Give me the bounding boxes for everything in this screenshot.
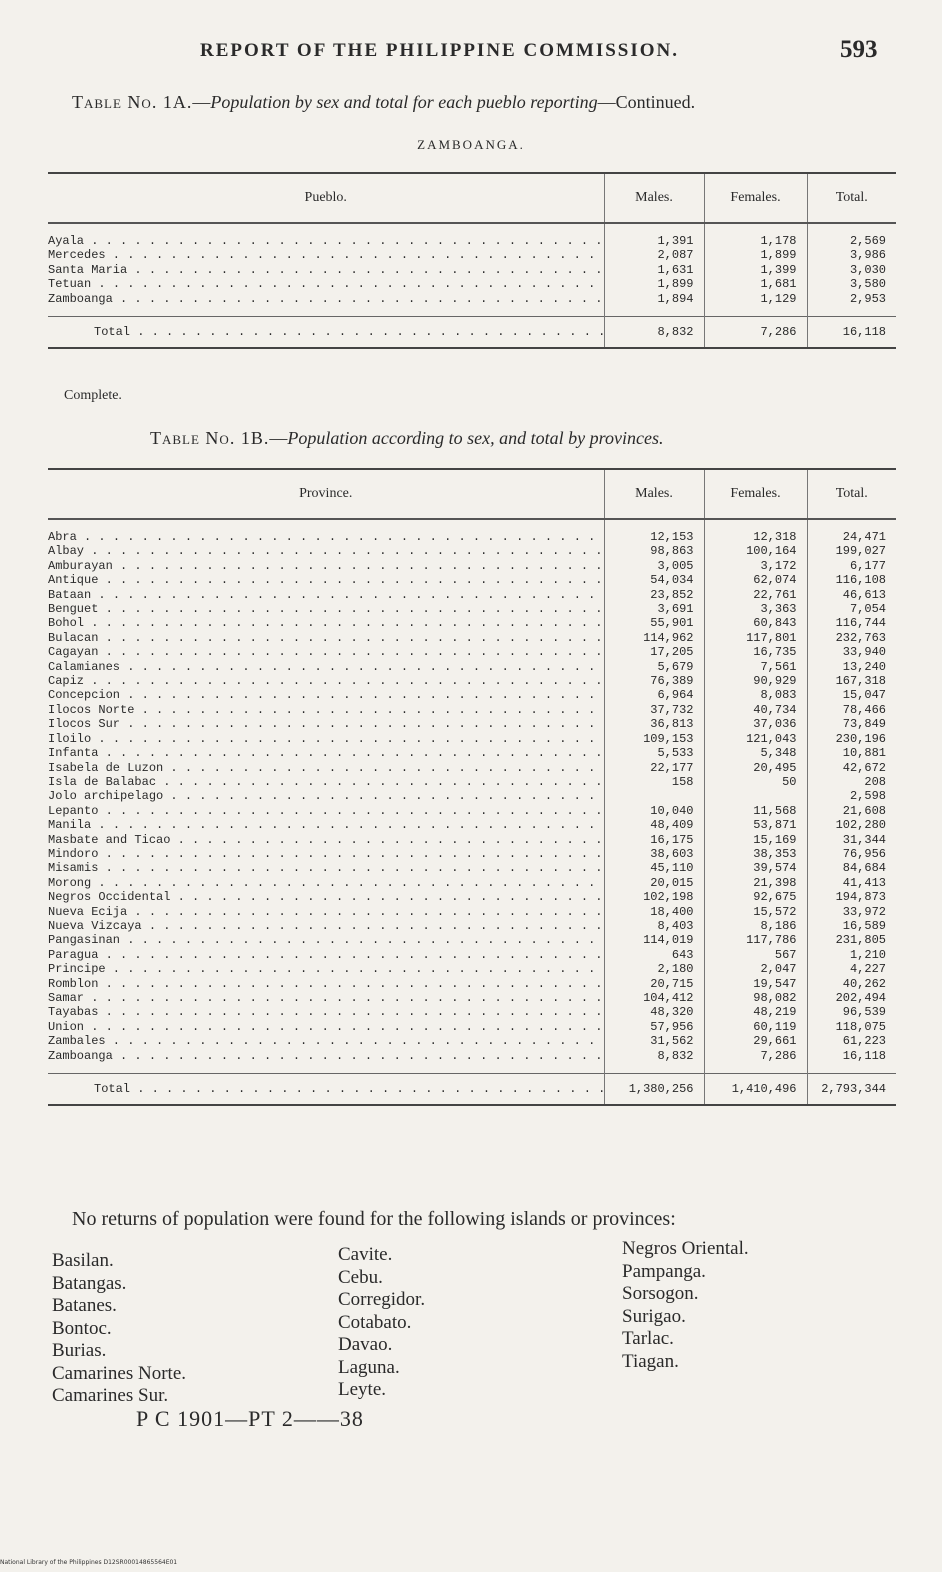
table-1a — [48, 172, 896, 351]
row-name: Ilocos Norte . . . — [48, 703, 604, 717]
cell-males: 36,813 — [604, 717, 704, 731]
cell-females: 3,363 — [704, 602, 807, 616]
cell-males: 23,852 — [604, 588, 704, 602]
table-row — [48, 890, 896, 904]
row-name: Bohol . . . — [48, 616, 604, 630]
table-1b-label: Table No. 1B. — [150, 428, 270, 448]
row-name: Nueva Vizcaya . . . — [48, 919, 604, 933]
cell-total: 232,763 — [807, 631, 896, 645]
table-row — [48, 962, 896, 976]
cell-females: 7,561 — [704, 660, 807, 674]
table-row — [48, 948, 896, 962]
table-row — [48, 818, 896, 832]
column-header-pueblo: Pueblo. — [48, 173, 604, 223]
cell-males: 10,040 — [604, 804, 704, 818]
province-name: Batangas. — [52, 1272, 127, 1294]
table-row — [48, 588, 896, 602]
cell-males: 2,180 — [604, 962, 704, 976]
table-row — [48, 573, 896, 587]
cell-females: 90,929 — [704, 674, 807, 688]
province-name: Tarlac. — [622, 1328, 674, 1349]
no-returns-column-1 — [52, 1250, 186, 1408]
cell-females: 11,568 — [704, 804, 807, 818]
cell-total: 2,598 — [807, 789, 896, 803]
cell-males: 114,962 — [604, 631, 704, 645]
row-name: Zamboanga . . . — [48, 1049, 604, 1063]
table-1b — [48, 468, 896, 1108]
table-row — [48, 833, 896, 847]
table-row — [48, 732, 896, 746]
cell-males: 76,389 — [604, 674, 704, 688]
cell-total: 7,054 — [807, 602, 896, 616]
cell-females: 1,681 — [704, 277, 807, 291]
cell-females: 50 — [704, 775, 807, 789]
cell-total: 2,569 — [807, 234, 896, 248]
cell-males: 114,019 — [604, 933, 704, 947]
province-name: Bontoc. — [52, 1317, 112, 1339]
table-row — [48, 905, 896, 919]
table-1b-title: Population according to sex, and total by provinces. — [287, 428, 664, 448]
province-name: Tiagan. — [622, 1350, 679, 1372]
cell-total: 6,177 — [807, 559, 896, 573]
cell-females: 1,129 — [704, 292, 807, 306]
column-header-province: Province. — [48, 469, 604, 519]
cell-males: 1,391 — [604, 234, 704, 248]
cell-total: 194,873 — [807, 890, 896, 904]
row-name: Concepcion . . . — [48, 688, 604, 702]
cell-males: 1,894 — [604, 292, 704, 306]
cell-females: 5,348 — [704, 746, 807, 760]
cell-females: 29,661 — [704, 1034, 807, 1048]
cell-males: 8,403 — [604, 919, 704, 933]
table-row — [48, 1020, 896, 1034]
cell-males: 102,198 — [604, 890, 704, 904]
row-name: Zamboanga . . . — [48, 292, 604, 306]
row-name: Isabela de Luzon . . . — [48, 761, 604, 775]
table-bottom-rule — [48, 348, 896, 351]
cell-females: 38,353 — [704, 847, 807, 861]
cell-total: 33,940 — [807, 645, 896, 659]
row-name: Bataan . . . — [48, 588, 604, 602]
row-name: Union . . . — [48, 1020, 604, 1034]
column-header-total: Total. — [807, 173, 896, 223]
running-title: REPORT OF THE PHILIPPINE COMMISSION. — [200, 40, 680, 61]
table-row — [48, 602, 896, 616]
province-name: Leyte. — [338, 1379, 387, 1400]
cell-females: 8,186 — [704, 919, 807, 933]
province-name: Pampanga. — [622, 1260, 706, 1282]
table-row — [48, 775, 896, 789]
row-name: Zambales . . . — [48, 1034, 604, 1048]
cell-males: 20,015 — [604, 876, 704, 890]
cell-males: 16,175 — [604, 833, 704, 847]
table-row — [48, 631, 896, 645]
table-1a-label: Table No. 1A. — [72, 92, 193, 112]
cell-males: 54,034 — [604, 573, 704, 587]
table-row — [48, 544, 896, 558]
cell-total: 3,580 — [807, 277, 896, 291]
table-row — [48, 746, 896, 760]
province-name: Cotabato. — [338, 1311, 412, 1333]
no-returns-column-3 — [622, 1238, 749, 1373]
cell-males: 48,320 — [604, 1005, 704, 1019]
row-name: Antique . . . — [48, 573, 604, 587]
cell-total: 4,227 — [807, 962, 896, 976]
table-row — [48, 674, 896, 688]
column-header-males: Males. — [604, 173, 704, 223]
table-row — [48, 761, 896, 775]
total-row — [48, 1074, 896, 1106]
cell-females: 60,843 — [704, 616, 807, 630]
province-name: Basilan. — [52, 1250, 114, 1271]
table-row — [48, 991, 896, 1005]
table-row — [48, 804, 896, 818]
cell-total: 78,466 — [807, 703, 896, 717]
row-name: Ilocos Sur . . . — [48, 717, 604, 731]
column-header-males: Males. — [604, 469, 704, 519]
row-name: Nueva Ecija . . . — [48, 905, 604, 919]
column-header-total: Total. — [807, 469, 896, 519]
cell-total: 199,027 — [807, 544, 896, 558]
cell-males: 109,153 — [604, 732, 704, 746]
cell-males: 48,409 — [604, 818, 704, 832]
table-row — [48, 789, 896, 803]
cell-males: 22,177 — [604, 761, 704, 775]
cell-total: 15,047 — [807, 688, 896, 702]
table-row — [48, 234, 896, 248]
cell-females: 1,178 — [704, 234, 807, 248]
row-name: Iloilo . . . — [48, 732, 604, 746]
cell-males: 6,964 — [604, 688, 704, 702]
cell-total: 24,471 — [807, 530, 896, 544]
table-row — [48, 660, 896, 674]
total-row — [48, 317, 896, 349]
cell-females: 48,219 — [704, 1005, 807, 1019]
province-name: Batanes. — [52, 1295, 117, 1316]
total-total: 16,118 — [807, 317, 896, 349]
table-row — [48, 292, 896, 306]
row-name: Romblon . . . — [48, 977, 604, 991]
row-name: Calamianes . . . — [48, 660, 604, 674]
cell-males: 45,110 — [604, 861, 704, 875]
total-females: 7,286 — [704, 317, 807, 349]
cell-males: 20,715 — [604, 977, 704, 991]
cell-total: 42,672 — [807, 761, 896, 775]
cell-males: 12,153 — [604, 530, 704, 544]
table-row — [48, 248, 896, 262]
province-name: Camarines Norte. — [52, 1362, 187, 1384]
cell-total: 96,539 — [807, 1005, 896, 1019]
table-1b-header-row — [48, 469, 896, 519]
cell-total: 21,608 — [807, 804, 896, 818]
cell-total: 40,262 — [807, 977, 896, 991]
cell-males: 31,562 — [604, 1034, 704, 1048]
cell-males: 643 — [604, 948, 704, 962]
cell-females: 37,036 — [704, 717, 807, 731]
cell-females — [704, 789, 807, 803]
cell-females: 2,047 — [704, 962, 807, 976]
cell-males — [604, 789, 704, 803]
table-row — [48, 1034, 896, 1048]
table-1a-caption: Table No. 1A.—Population by sex and total for each pueblo reporting—Continued. — [72, 92, 696, 112]
table-row — [48, 861, 896, 875]
cell-females: 1,399 — [704, 263, 807, 277]
row-name: Pangasinan . . . — [48, 933, 604, 947]
cell-total: 16,118 — [807, 1049, 896, 1063]
cell-total: 31,344 — [807, 833, 896, 847]
row-name: Benguet . . . — [48, 602, 604, 616]
cell-females: 7,286 — [704, 1049, 807, 1063]
cell-total: 116,108 — [807, 573, 896, 587]
table-row — [48, 1049, 896, 1063]
cell-females: 98,082 — [704, 991, 807, 1005]
table-bottom-rule — [48, 1105, 896, 1108]
spacer-row — [48, 519, 896, 530]
cell-total: 16,589 — [807, 919, 896, 933]
cell-females: 39,574 — [704, 861, 807, 875]
cell-males: 38,603 — [604, 847, 704, 861]
cell-total: 1,210 — [807, 948, 896, 962]
row-name: Jolo archipelago . . . — [48, 789, 604, 803]
table-1a-header-row — [48, 173, 896, 223]
cell-females: 21,398 — [704, 876, 807, 890]
cell-total: 13,240 — [807, 660, 896, 674]
row-name: Amburayan . . . — [48, 559, 604, 573]
table-1a-note: Complete. — [64, 388, 122, 403]
cell-total: 73,849 — [807, 717, 896, 731]
total-females: 1,410,496 — [704, 1074, 807, 1106]
cell-total: 208 — [807, 775, 896, 789]
cell-males: 37,732 — [604, 703, 704, 717]
province-name: Camarines Sur. — [52, 1385, 169, 1406]
row-name: Manila . . . — [48, 818, 604, 832]
cell-females: 19,547 — [704, 977, 807, 991]
row-name: Tayabas . . . — [48, 1005, 604, 1019]
row-name: Samar . . . — [48, 991, 604, 1005]
cell-females: 117,801 — [704, 631, 807, 645]
cell-males: 3,005 — [604, 559, 704, 573]
cell-total: 3,030 — [807, 263, 896, 277]
province-name: Cavite. — [338, 1244, 393, 1265]
cell-females: 121,043 — [704, 732, 807, 746]
cell-total: 202,494 — [807, 991, 896, 1005]
cell-females: 567 — [704, 948, 807, 962]
table-row — [48, 876, 896, 890]
cell-females: 100,164 — [704, 544, 807, 558]
row-name: Mindoro . . . — [48, 847, 604, 861]
province-name: Burias. — [52, 1340, 107, 1361]
column-header-females: Females. — [704, 173, 807, 223]
cell-total: 84,684 — [807, 861, 896, 875]
row-name: Masbate and Ticao . . . — [48, 833, 604, 847]
cell-females: 62,074 — [704, 573, 807, 587]
cell-males: 98,863 — [604, 544, 704, 558]
table-row — [48, 919, 896, 933]
page-number: 593 — [840, 36, 878, 63]
row-name: Morong . . . — [48, 876, 604, 890]
cell-total: 2,953 — [807, 292, 896, 306]
page-header — [0, 36, 942, 76]
cell-males: 5,533 — [604, 746, 704, 760]
cell-total: 230,196 — [807, 732, 896, 746]
cell-total: 102,280 — [807, 818, 896, 832]
province-name: Sorsogon. — [622, 1283, 699, 1304]
cell-total: 116,744 — [807, 616, 896, 630]
row-name: Infanta . . . — [48, 746, 604, 760]
cell-males: 104,412 — [604, 991, 704, 1005]
total-label: Total . . . — [48, 317, 604, 349]
row-name: Misamis . . . — [48, 861, 604, 875]
column-header-females: Females. — [704, 469, 807, 519]
table-1a-subcaption: ZAMBOANGA. — [417, 137, 525, 152]
cell-females: 92,675 — [704, 890, 807, 904]
cell-total: 76,956 — [807, 847, 896, 861]
province-name: Negros Oriental. — [622, 1238, 749, 1259]
cell-total: 167,318 — [807, 674, 896, 688]
cell-males: 158 — [604, 775, 704, 789]
province-name: Corregidor. — [338, 1289, 426, 1310]
table-row — [48, 688, 896, 702]
row-name: Cagayan . . . — [48, 645, 604, 659]
row-name: Abra . . . — [48, 530, 604, 544]
cell-females: 40,734 — [704, 703, 807, 717]
cell-females: 117,786 — [704, 933, 807, 947]
cell-total: 3,986 — [807, 248, 896, 262]
row-name: Negros Occidental . . . — [48, 890, 604, 904]
table-1a-title: Population by sex and total for each pueblo reporting — [210, 92, 598, 112]
province-name: Cebu. — [338, 1266, 383, 1288]
cell-total: 33,972 — [807, 905, 896, 919]
table-row — [48, 1005, 896, 1019]
total-males: 8,832 — [604, 317, 704, 349]
cell-females: 3,172 — [704, 559, 807, 573]
table-row — [48, 616, 896, 630]
cell-males: 2,087 — [604, 248, 704, 262]
table-row — [48, 977, 896, 991]
row-name: Bulacan . . . — [48, 631, 604, 645]
cell-males: 8,832 — [604, 1049, 704, 1063]
table-row — [48, 263, 896, 277]
cell-males: 55,901 — [604, 616, 704, 630]
row-name: Santa Maria . . . — [48, 263, 604, 277]
cell-females: 20,495 — [704, 761, 807, 775]
row-name: Mercedes . . . — [48, 248, 604, 262]
table-row — [48, 645, 896, 659]
cell-total: 10,881 — [807, 746, 896, 760]
province-name: Laguna. — [338, 1356, 400, 1378]
cell-males: 3,691 — [604, 602, 704, 616]
row-name: Ayala . . . — [48, 234, 604, 248]
table-1b-caption: Table No. 1B.—Population according to sex, and total by provinces. — [150, 428, 664, 448]
cell-females: 15,169 — [704, 833, 807, 847]
cell-total: 231,805 — [807, 933, 896, 947]
cell-females: 22,761 — [704, 588, 807, 602]
row-name: Albay . . . — [48, 544, 604, 558]
row-name: Lepanto . . . — [48, 804, 604, 818]
row-name: Paragua . . . — [48, 948, 604, 962]
cell-males: 18,400 — [604, 905, 704, 919]
no-returns-heading: No returns of population were found for the following islands or provinces: — [72, 1208, 676, 1230]
row-name: Isla de Balabac . . . — [48, 775, 604, 789]
cell-males: 1,899 — [604, 277, 704, 291]
scan-credit: National Library of the Philippines D12SR00014865564E01 — [0, 1559, 178, 1566]
row-name: Capiz . . . — [48, 674, 604, 688]
no-returns-column-2 — [338, 1244, 425, 1402]
spacer-row — [48, 306, 896, 317]
table-row — [48, 847, 896, 861]
table-row — [48, 703, 896, 717]
row-name: Tetuan . . . — [48, 277, 604, 291]
cell-total: 118,075 — [807, 1020, 896, 1034]
cell-total: 61,223 — [807, 1034, 896, 1048]
table-row — [48, 277, 896, 291]
cell-females: 12,318 — [704, 530, 807, 544]
province-name: Surigao. — [622, 1305, 686, 1327]
table-row — [48, 717, 896, 731]
signature-line: P C 1901—PT 2——38 — [136, 1406, 364, 1431]
total-males: 1,380,256 — [604, 1074, 704, 1106]
cell-females: 60,119 — [704, 1020, 807, 1034]
cell-females: 1,899 — [704, 248, 807, 262]
table-row — [48, 530, 896, 544]
total-label: Total . . . — [48, 1074, 604, 1106]
cell-males: 17,205 — [604, 645, 704, 659]
cell-females: 15,572 — [704, 905, 807, 919]
table-row — [48, 933, 896, 947]
spacer-row — [48, 223, 896, 234]
cell-females: 53,871 — [704, 818, 807, 832]
table-1a-continued: —Continued. — [597, 92, 696, 112]
cell-males: 1,631 — [604, 263, 704, 277]
cell-total: 46,613 — [807, 588, 896, 602]
cell-females: 16,735 — [704, 645, 807, 659]
cell-females: 8,083 — [704, 688, 807, 702]
cell-males: 5,679 — [604, 660, 704, 674]
row-name: Principe . . . — [48, 962, 604, 976]
spacer-row — [48, 1063, 896, 1074]
table-row — [48, 559, 896, 573]
cell-males: 57,956 — [604, 1020, 704, 1034]
total-total: 2,793,344 — [807, 1074, 896, 1106]
cell-total: 41,413 — [807, 876, 896, 890]
province-name: Davao. — [338, 1334, 393, 1355]
